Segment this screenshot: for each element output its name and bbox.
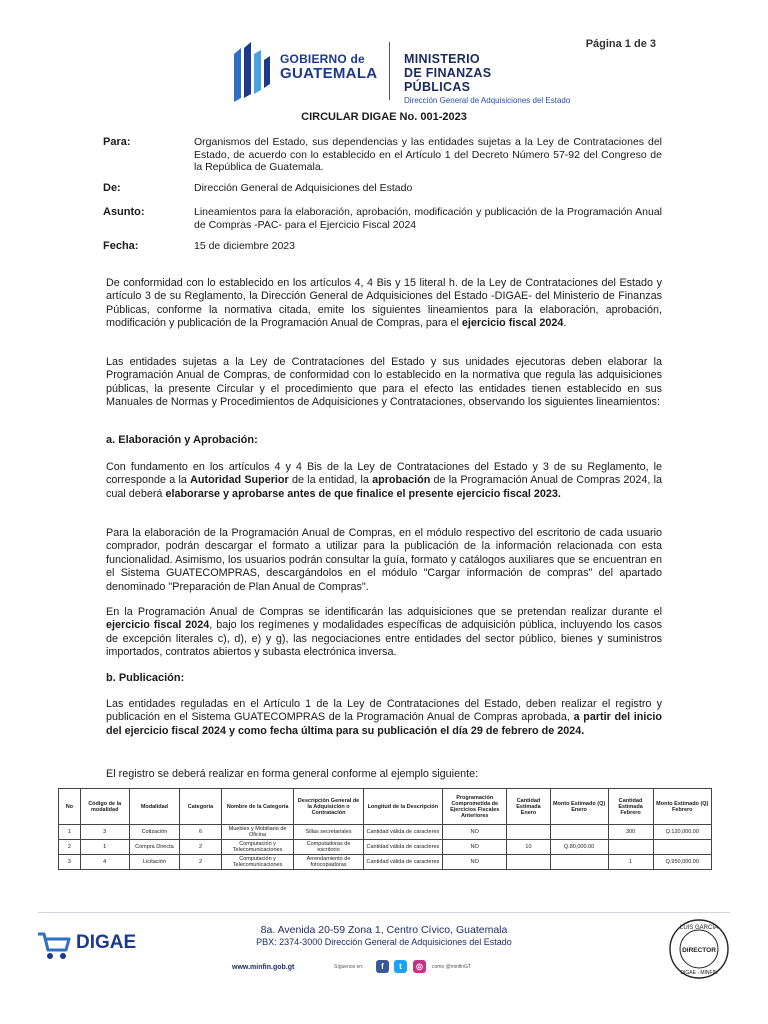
- guatemala-flag-bars-icon: [232, 40, 272, 102]
- logo-divider: [389, 42, 390, 100]
- paragraph-entities: Las entidades sujetas a la Ley de Contrataciones del Estado y sus unidades ejecutoras deben elaborar la Programación Anual de Compras, de conformidad con lo establecido en la normativa que regula las adquisiciones públicas, la presente Circular y el procedimiento que para el efecto las entidades tienen establecido en sus Manuales de Normas y Procedimientos de Adquisiciones y Contrataciones, observando los siguientes lineamientos:: [106, 356, 662, 409]
- fecha-label: Fecha:: [103, 240, 139, 252]
- website-link[interactable]: www.minfin.gob.gt: [232, 964, 295, 971]
- fecha-value: 15 de diciembre 2023: [194, 240, 295, 252]
- section-b-heading: b. Publicación:: [106, 672, 185, 684]
- col-categoria: Categoría: [180, 789, 222, 825]
- paragraph-identification: En la Programación Anual de Compras se identificarán las adquisiciones que se pretendan realizar durante el ejercicio fiscal 2024, bajo los regímenes y modalidades específicas de adquisición pública, incluyendo los casos de excepción literales c), d), e) y g), las negociaciones entre entidades del sector público, bienes y suministros importados, contratos abiertos y subasta electrónica inversa.: [106, 606, 662, 659]
- paragraph-elaboration: Para la elaboración de la Programación Anual de Compras, en el módulo respectivo del escritorio de cada usuario comprador, podrán descargar el formato a utilizar para la publicación de la información relacionada con esta funcionalidad. Asimismo, los usuarios podrán consultar la guía, formato y catálogos auxiliares que se encuentran en el Sistema GUATECOMPRAS, descargándolos en el módulo "Cargar información de compras" del apartado denominado "Preparación de Plan Anual de Compras".: [106, 527, 662, 593]
- paragraph-approval: Con fundamento en los artículos 4 y 4 Bis de la Ley de Contrataciones del Estado y 3 de su Reglamento, le corresponde a la Autoridad Superior de la entidad, la aprobación de la Programación Anual de Compras 2024, la cual deberá elaborarse y aprobarse antes de que finalice el presente ejercicio fiscal 2023.: [106, 461, 662, 500]
- social-handle: como @minfinGT: [432, 964, 471, 970]
- col-cantidad-febrero: Cantidad Estimada Febrero: [608, 789, 653, 825]
- col-longitud: Longitud de la Descripción: [363, 789, 442, 825]
- guatemala-text: GUATEMALA: [280, 65, 378, 82]
- shopping-cart-icon: [36, 930, 72, 960]
- pac-example-table: [58, 788, 712, 870]
- twitter-icon[interactable]: t: [394, 960, 407, 973]
- digae-text: DIGAE: [76, 932, 137, 953]
- col-monto-febrero: Monto Estimado (Q) Febrero: [653, 789, 711, 825]
- follow-label: Síguenos en:: [334, 964, 364, 970]
- col-nombre-categoria: Nombre de la Categoría: [221, 789, 294, 825]
- circular-title: CIRCULAR DIGAE No. 001-2023: [301, 111, 467, 123]
- asunto-label: Asunto:: [103, 206, 145, 218]
- table-row: 2 1 Compra Directa 2 Computación y Telecomunicaciones Computadoras de escritorio Cantidad válida de caracteres NO 10 Q.80,000.00: [59, 840, 712, 855]
- col-codigo-modalidad: Código de la modalidad: [80, 789, 129, 825]
- stamp-bottom-text: DIGAE - MINFIN: [680, 970, 718, 976]
- instagram-icon[interactable]: ◎: [413, 960, 426, 973]
- col-cantidad-enero: Cantidad Estimada Enero: [507, 789, 550, 825]
- stamp-center-text: DIRECTOR: [682, 947, 716, 954]
- paragraph-publication: Las entidades reguladas en el Artículo 1 de la Ley de Contrataciones del Estado, deben realizar el registro y publicación en el Sistema GUATECOMPRAS de la Programación Anual de Compras aprobada, a partir del inicio del ejercicio fiscal 2024 y como fecha última para su publicación el día 29 de febrero de 2024.: [106, 698, 662, 737]
- header-logo: [232, 38, 592, 110]
- page-number: Página 1 de 3: [585, 38, 656, 50]
- facebook-icon[interactable]: f: [376, 960, 389, 973]
- col-no: No: [59, 789, 81, 825]
- table-row: 1 3 Cotización 6 Muebles y Mobiliario de Oficina Sillas secretariales Cantidad válida de caracteres NO 300 Q.120,000.00: [59, 825, 712, 840]
- gobierno-text: GOBIERNO de: [280, 52, 365, 66]
- col-monto-enero: Monto Estimado (Q) Enero: [550, 789, 608, 825]
- paragraph-example-intro: El registro se deberá realizar en forma general conforme al ejemplo siguiente:: [106, 768, 479, 780]
- section-a-heading: a. Elaboración y Aprobación:: [106, 434, 258, 446]
- table-row: 3 4 Licitación 2 Computación y Telecomunicaciones Arrendamiento de fotocopiadoras Cantidad válida de caracteres NO 1 Q.950,000.00: [59, 855, 712, 870]
- direccion-subtitle: Dirección General de Adquisiciones del Estado: [404, 96, 571, 105]
- para-value: Organismos del Estado, sus dependencias y las entidades sujetas a la Ley de Contrataciones del Estado, de acuerdo con lo establecido en el Artículo 1 del Decreto Número 57-92 del Congreso de la República de Guatemala.: [194, 136, 662, 173]
- col-programacion: Programación Comprometida de Ejercicios Fiscales Anteriores: [443, 789, 507, 825]
- asunto-value: Lineamientos para la elaboración, aprobación, modificación y publicación de la Programación Anual de Compras -PAC- para el Ejercicio Fiscal 2024: [194, 206, 662, 231]
- ministerio-name: MINISTERIO DE FINANZAS PÚBLICAS: [404, 52, 492, 94]
- para-label: Para:: [103, 136, 131, 148]
- paragraph-intro: De conformidad con lo establecido en los artículos 4, 4 Bis y 15 literal h. de la Ley de Contrataciones del Estado y artículo 3 de su Reglamento, la Dirección General de Adquisiciones del Estado -DIGAE- del Ministerio de Finanzas Públicas, conforme la normativa citada, emite los siguientes lineamientos para la elaboración, aprobación, modificación y publicación de la Programación Anual de Compras, para el ejercicio fiscal 2024.: [106, 277, 662, 330]
- col-modalidad: Modalidad: [129, 789, 180, 825]
- footer-divider: [38, 912, 730, 913]
- director-stamp: [668, 918, 730, 980]
- stamp-top-text: LUIS GARCÍA: [679, 925, 719, 931]
- table-header-row: [59, 789, 712, 825]
- de-value: Dirección General de Adquisiciones del Estado: [194, 182, 413, 194]
- digae-logo: [36, 928, 156, 964]
- col-descripcion: Descripción General de la Adquisición o Contratación: [294, 789, 363, 825]
- footer-address: 8a. Avenida 20-59 Zona 1, Centro Cívico, Guatemala: [260, 924, 508, 936]
- de-label: De:: [103, 182, 121, 194]
- footer-pbx: PBX: 2374-3000 Dirección General de Adquisiciones del Estado: [256, 937, 512, 947]
